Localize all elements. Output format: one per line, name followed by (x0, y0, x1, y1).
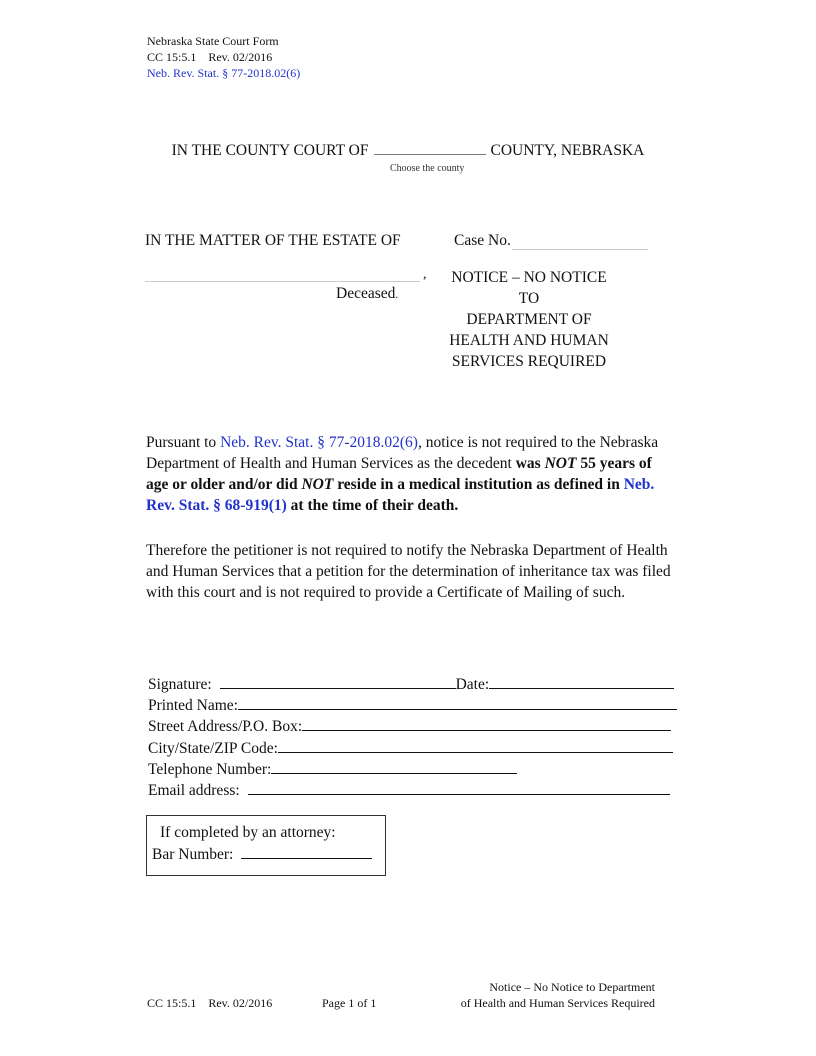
email-row (148, 780, 670, 800)
notice-title-line: HEALTH AND HUMAN (449, 332, 609, 349)
p1-bold-text: reside in a medical institution as defined in (333, 476, 624, 493)
attorney-box (146, 815, 386, 876)
email-field[interactable] (248, 780, 670, 795)
printed-name-row (148, 695, 677, 715)
city-state-zip-row (148, 738, 673, 758)
form-code-line (147, 49, 300, 65)
p1-bold-text: was (515, 455, 545, 472)
caption-comma: , (423, 267, 427, 282)
signature-row (148, 674, 674, 694)
not-emphasis: NOT (301, 476, 334, 493)
county-placeholder: Choose the county (390, 163, 465, 174)
statute-link-77[interactable]: Neb. Rev. Stat. § 77-2018.02(6) (220, 434, 418, 451)
deceased-label (336, 285, 398, 303)
estate-matter-label: IN THE MATTER OF THE ESTATE OF (145, 232, 401, 249)
bar-number-row (152, 844, 372, 864)
notice-title (440, 267, 618, 372)
street-address-field[interactable] (302, 716, 671, 731)
printed-name-field[interactable] (238, 695, 677, 710)
signature-label: Signature: (148, 676, 212, 693)
telephone-label: Telephone Number: (148, 761, 272, 778)
city-state-zip-label: City/State/ZIP Code: (148, 740, 278, 757)
petitioner-paragraph: Therefore the petitioner is not required to notify the Nebraska Department of Health and Human Services that a petition for the determination of inheritance tax was filed with this court and is not required to provide a Certificate of Mailing of such. (146, 542, 671, 601)
deceased-period: . (395, 289, 399, 301)
date-label: Date: (455, 676, 490, 693)
attorney-heading: If completed by an attorney: (160, 824, 336, 841)
email-label: Email address: (148, 782, 240, 799)
footer-title (430, 979, 655, 1011)
notice-title-line: NOTICE – NO NOTICE TO (451, 269, 607, 307)
form-header (147, 33, 300, 81)
form-revision: Rev. 02/2016 (208, 50, 273, 64)
footer-title-line: Notice – No Notice to Department (489, 980, 655, 994)
footer-code: CC 15:5.1 (147, 996, 197, 1010)
not-emphasis: NOT (544, 455, 577, 472)
telephone-row (148, 759, 517, 779)
notice-title-line: DEPARTMENT OF (466, 311, 592, 328)
case-number-field[interactable] (512, 249, 648, 250)
printed-name-label: Printed Name: (148, 697, 238, 714)
street-address-label: Street Address/P.O. Box: (148, 718, 303, 735)
decedent-name-field[interactable] (145, 281, 420, 282)
court-heading (0, 140, 816, 160)
notice-title-line: SERVICES REQUIRED (451, 353, 607, 370)
court-suffix: COUNTY, NEBRASKA (490, 142, 645, 159)
court-prefix: IN THE COUNTY COURT OF (171, 142, 369, 159)
notice-paragraph (146, 432, 676, 516)
footer-page-number: Page 1 of 1 (322, 996, 377, 1010)
form-name: Nebraska State Court Form (147, 34, 279, 48)
p1-text: , notice is not required to the Nebraska Department of Health and Human Services as the decedent (146, 434, 659, 472)
p1-bold-text: at the time of their death. (286, 497, 459, 514)
p1-text: Pursuant to (146, 434, 221, 451)
statute-link-68[interactable]: Neb. Rev. Stat. § 68-919(1) (146, 476, 655, 514)
statute-link[interactable]: Neb. Rev. Stat. § 77-2018.02(6) (147, 66, 301, 80)
case-number-label: Case No. (454, 232, 511, 249)
date-field[interactable] (489, 674, 674, 689)
footer-revision: Rev. 02/2016 (208, 996, 273, 1010)
telephone-field[interactable] (271, 759, 517, 774)
county-field[interactable] (374, 140, 486, 155)
signature-field[interactable] (220, 674, 456, 689)
form-code: CC 15:5.1 (147, 50, 197, 64)
city-state-zip-field[interactable] (278, 738, 673, 753)
footer-title-line: of Health and Human Services Required (460, 996, 655, 1010)
bar-number-label: Bar Number: (152, 846, 234, 863)
p1-bold-text: 55 years of age or older and/or did (146, 455, 652, 493)
bar-number-field[interactable] (241, 844, 372, 859)
street-address-row (148, 716, 671, 736)
deceased-text: Deceased (336, 285, 396, 302)
footer-form-code (147, 995, 272, 1011)
